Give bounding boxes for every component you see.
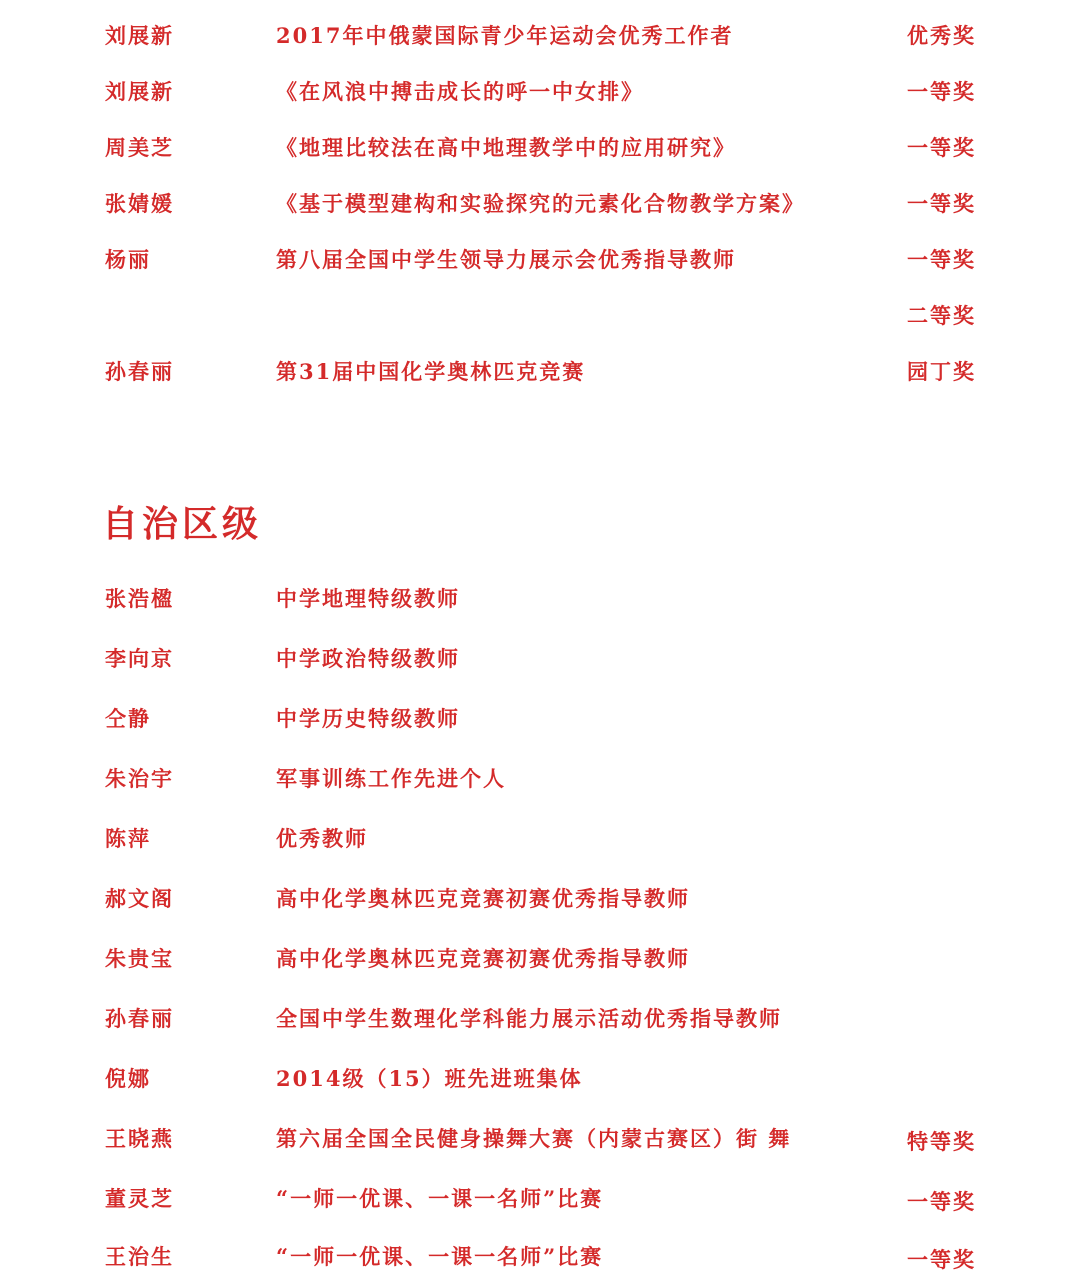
award-item: 中学政治特级教师 xyxy=(276,646,460,671)
recipient-name: 董灵芝 xyxy=(105,1186,174,1211)
award-level: 一等奖 xyxy=(907,247,976,272)
award-row xyxy=(0,128,1080,168)
award-item: 第八届全国中学生领导力展示会优秀指导教师 xyxy=(276,247,736,272)
award-item: 高中化学奥林匹克竞赛初赛优秀指导教师 xyxy=(276,886,690,911)
award-item: 2017年中俄蒙国际青少年运动会优秀工作者 xyxy=(276,23,734,48)
award-row xyxy=(0,879,1080,919)
award-item: 军事训练工作先进个人 xyxy=(276,766,506,791)
recipient-name: 王治生 xyxy=(105,1244,174,1269)
award-level: 一等奖 xyxy=(907,191,976,216)
award-row xyxy=(0,999,1080,1039)
award-row xyxy=(0,296,1080,336)
award-row xyxy=(0,939,1080,979)
award-row xyxy=(0,1179,1080,1219)
recipient-name: 周美芝 xyxy=(105,135,174,160)
award-row xyxy=(0,72,1080,112)
award-item: “一师一优课、一课一名师”比赛 xyxy=(276,1244,604,1269)
award-level: 一等奖 xyxy=(907,135,976,160)
award-item: 中学历史特级教师 xyxy=(276,706,460,731)
award-row xyxy=(0,240,1080,280)
award-row xyxy=(0,1237,1080,1277)
section-title: 自治区级 xyxy=(102,503,263,545)
award-row xyxy=(0,16,1080,56)
award-item: 高中化学奥林匹克竞赛初赛优秀指导教师 xyxy=(276,946,690,971)
award-row xyxy=(0,1059,1080,1099)
recipient-name: 张婧媛 xyxy=(105,191,174,216)
recipient-name: 杨丽 xyxy=(105,247,151,272)
award-row xyxy=(0,184,1080,224)
recipient-name: 张浩楹 xyxy=(105,586,174,611)
award-row xyxy=(0,352,1080,392)
award-row xyxy=(0,579,1080,619)
award-item: 中学地理特级教师 xyxy=(276,586,460,611)
award-level: 一等奖 xyxy=(907,79,976,104)
award-item: 《地理比较法在高中地理教学中的应用研究》 xyxy=(276,135,736,160)
recipient-name: 王晓燕 xyxy=(105,1126,174,1151)
award-level: 二等奖 xyxy=(907,303,976,328)
award-level: 优秀奖 xyxy=(907,23,976,48)
recipient-name: 陈萍 xyxy=(105,826,151,851)
recipient-name: 李向京 xyxy=(105,646,174,671)
recipient-name: 仝静 xyxy=(105,706,151,731)
award-row xyxy=(0,1119,1080,1159)
recipient-name: 刘展新 xyxy=(105,79,174,104)
award-row xyxy=(0,699,1080,739)
award-level: 园丁奖 xyxy=(907,359,976,384)
award-row xyxy=(0,759,1080,799)
award-level: 一等奖 xyxy=(907,1189,976,1214)
award-item: 第六届全国全民健身操舞大赛（内蒙古赛区）街 舞 xyxy=(276,1126,792,1151)
award-row xyxy=(0,639,1080,679)
award-item: “一师一优课、一课一名师”比赛 xyxy=(276,1186,604,1211)
award-item: 《在风浪中搏击成长的呼一中女排》 xyxy=(276,79,644,104)
recipient-name: 孙春丽 xyxy=(105,1006,174,1031)
recipient-name: 朱治宇 xyxy=(105,766,174,791)
award-row xyxy=(0,819,1080,859)
recipient-name: 倪娜 xyxy=(105,1066,151,1091)
recipient-name: 刘展新 xyxy=(105,23,174,48)
award-item: 2014级（15）班先进班集体 xyxy=(276,1066,583,1091)
award-level: 特等奖 xyxy=(907,1129,976,1154)
recipient-name: 孙春丽 xyxy=(105,359,174,384)
award-item: 第31届中国化学奥林匹克竞赛 xyxy=(276,359,586,384)
recipient-name: 朱贵宝 xyxy=(105,946,174,971)
award-item: 《基于模型建构和实验探究的元素化合物教学方案》 xyxy=(276,191,805,216)
recipient-name: 郝文阁 xyxy=(105,886,174,911)
award-level: 一等奖 xyxy=(907,1247,976,1272)
award-item: 优秀教师 xyxy=(276,826,368,851)
award-item: 全国中学生数理化学科能力展示活动优秀指导教师 xyxy=(276,1006,782,1031)
